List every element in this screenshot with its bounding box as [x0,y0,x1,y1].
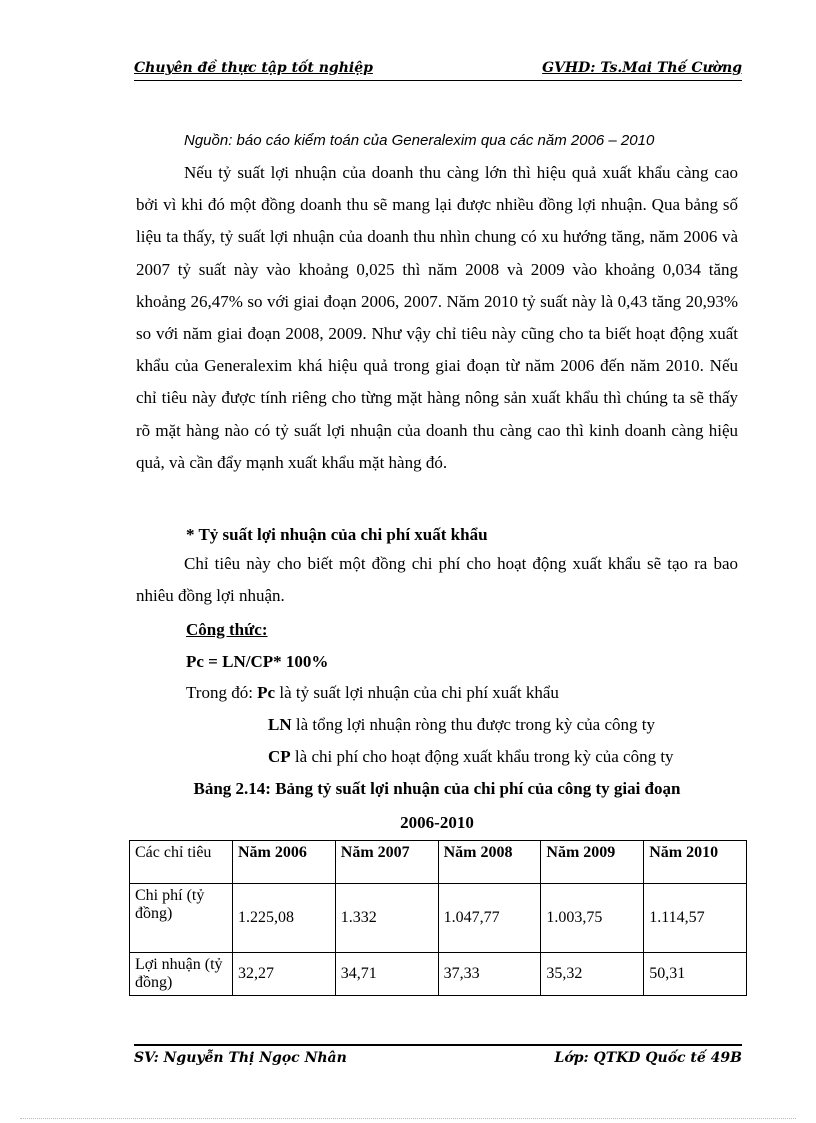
table-header-cell: Năm 2010 [644,841,747,884]
footer-rule [134,1044,742,1046]
table-header-cell: Năm 2006 [233,841,336,884]
header-rule [134,80,742,81]
page-footer [134,1050,742,1070]
table-cell: 1.332 [335,884,438,953]
definition-pc-text: là tỷ suất lợi nhuận của chi phí xuất khẩu [275,683,559,702]
paragraph-profit-ratio: Nếu tỷ suất lợi nhuận của doanh thu càng lớn thì hiệu quả xuất khẩu càng cao bởi vì khi đó một đồng doanh thu sẽ mang lại được nhiều đồng lợi nhuận. Qua bảng số liệu ta thấy, tỷ suất lợi nhuận của doanh thu nhìn chung có xu hướng tăng, năm 2006 và 2007 tỷ suất này vào khoảng 0,025 thì năm 2008 và 2009 vào khoảng 0,034 tăng khoảng 26,47% so với giai đoạn 2006, 2007. Năm 2010 tỷ suất này là 0,43 tăng 20,93% so với năm giai đoạn 2008, 2009. Như vậy chỉ tiêu này cũng cho ta biết hoạt động xuất khẩu của Generalexim khá hiệu quả trong giai đoạn từ năm 2006 đến năm 2010. Nếu chỉ tiêu này được tính riêng cho từng mặt hàng nông sản xuất khẩu thì chúng ta sẽ thấy rõ mặt hàng nào có tỷ suất lợi nhuận của doanh thu càng cao thì kinh doanh càng hiệu quả, và cần đẩy mạnh xuất khẩu mặt hàng đó. [136,163,738,472]
table-cell: 50,31 [644,953,747,996]
table-row [130,884,747,953]
definition-cp-text: là chi phí cho hoạt động xuất khẩu trong kỳ của công ty [290,747,674,766]
definition-cp [268,741,674,773]
table-cell: 37,33 [438,953,541,996]
symbol-cp: CP [268,747,291,766]
table-header-cell: Các chỉ tiêu [130,841,233,884]
table-cell: 1.114,57 [644,884,747,953]
footer-student: SV: Nguyễn Thị Ngọc Nhân [134,1050,347,1066]
cost-profit-table [129,840,747,996]
source-note: Nguồn: báo cáo kiểm toán của Generalexim qua các năm 2006 – 2010 [184,132,655,149]
page-edge [20,1118,796,1119]
table-header-cell: Năm 2008 [438,841,541,884]
symbol-ln: LN [268,715,292,734]
formula: Pc = LN/CP* 100% [186,652,329,671]
table-caption-line1: Bảng 2.14: Bảng tỷ suất lợi nhuận của chi phí của công ty giai đoạn [193,779,681,798]
section-heading: * Tỷ suất lợi nhuận của chi phí xuất khẩu [186,525,488,544]
table-header-row [130,841,747,884]
row-label-profit: Lợi nhuận (tỷ đồng) [130,953,233,996]
definition-ln-text: là tổng lợi nhuận ròng thu được trong kỳ của công ty [291,715,655,734]
footer-class: Lớp: QTKD Quốc tế 49B [554,1050,742,1066]
paragraph-cost-indicator: Chỉ tiêu này cho biết một đồng chi phí cho hoạt động xuất khẩu sẽ tạo ra bao nhiêu đồng lợi nhuận. [136,554,738,606]
table-cell: 32,27 [233,953,336,996]
row-label-cost: Chi phí (tỷ đồng) [130,884,233,953]
definition-pc [186,677,559,709]
table-caption-line2: 2006-2010 [400,813,474,832]
table-header-cell: Năm 2007 [335,841,438,884]
header-title: Chuyên đề thực tập tốt nghiệp [134,60,373,76]
table-header-cell: Năm 2009 [541,841,644,884]
header-supervisor: GVHD: Ts.Mai Thế Cường [542,60,742,76]
symbol-pc: Pc [257,683,276,702]
table-caption [136,772,738,840]
table-cell: 1.047,77 [438,884,541,953]
table-row [130,953,747,996]
table-cell: 34,71 [335,953,438,996]
definition-ln [268,709,655,741]
definition-lead: Trong đó: [186,683,258,702]
table-cell: 1.003,75 [541,884,644,953]
table-cell: 35,32 [541,953,644,996]
page-header [134,60,742,80]
table-cell: 1.225,08 [233,884,336,953]
formula-label: Công thức: [186,620,268,639]
